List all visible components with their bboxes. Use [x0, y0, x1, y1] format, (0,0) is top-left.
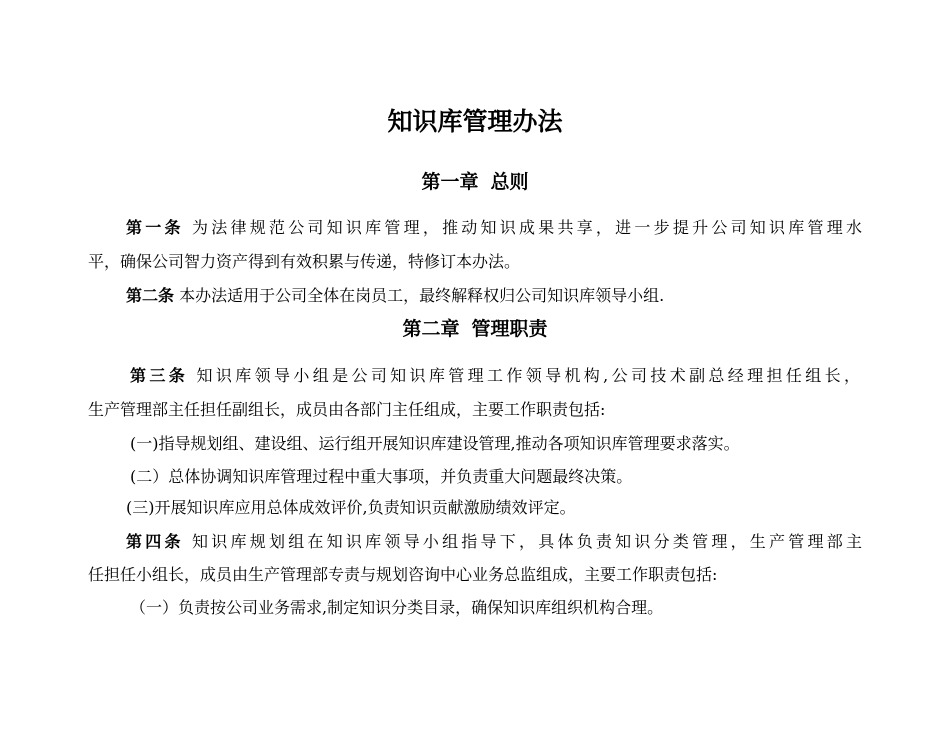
- article-3-item-2: (二）总体协调知识库管理过程中重大事项，并负责重大问题最终决策。: [130, 467, 633, 486]
- article-3-item-3: (三)开展知识库应用总体成效评价,负责知识贡献激励绩效评定。: [126, 498, 576, 517]
- chapter-2-name: 管理职责: [471, 318, 548, 340]
- article-3-line-1: [130, 364, 860, 388]
- article-3-line-2: 生产管理部主任担任副组长，成员由各部门主任组成，主要工作职责包括:: [88, 400, 606, 419]
- article-4-line-1: [126, 530, 862, 554]
- chapter-2-heading: [0, 315, 950, 343]
- chapter-1-label: 第一章: [421, 171, 479, 193]
- article-3-text-1: 知识库领导小组是公司知识库管理工作领导机构,公司技术副总经理担任组长，: [196, 366, 860, 385]
- document-title: 知识库管理办法: [387, 107, 563, 136]
- article-2-line: [126, 284, 664, 308]
- article-1-line-1: [126, 216, 862, 240]
- chapter-1-name: 总则: [490, 171, 529, 193]
- article-3-item-1: (一)指导规划组、建设组、运行组开展知识库建设管理,推动各项知识库管理要求落实。: [130, 434, 740, 453]
- article-2-text: 本办法适用于公司全体在岗员工，最终解释权归公司知识库领导小组.: [179, 286, 665, 305]
- article-2-label: 第二条: [126, 286, 175, 305]
- article-4-line-2: 任担任小组长，成员由生产管理部专责与规划咨询中心业务总监组成，主要工作职责包括:: [88, 565, 718, 584]
- article-1-label: 第一条: [126, 218, 184, 237]
- chapter-1-heading: [0, 168, 950, 196]
- article-1-text-1: 为法律规范公司知识库管理，推动知识成果共享，进一步提升公司知识库管理水: [192, 218, 862, 237]
- chapter-2-label: 第二章: [402, 318, 460, 340]
- article-3-label: 第三条: [130, 366, 189, 385]
- article-4-label: 第四条: [126, 532, 184, 551]
- article-1-line-2: 平，确保公司智力资产得到有效积累与传递，特修订本办法。: [88, 252, 521, 271]
- article-4-text-1: 知识库规划组在知识库领导小组指导下，具体负责知识分类管理，生产管理部主: [192, 532, 862, 551]
- article-4-item-1: （一）负责按公司业务需求,制定知识分类目录，确保知识库组织机构合理。: [130, 598, 664, 617]
